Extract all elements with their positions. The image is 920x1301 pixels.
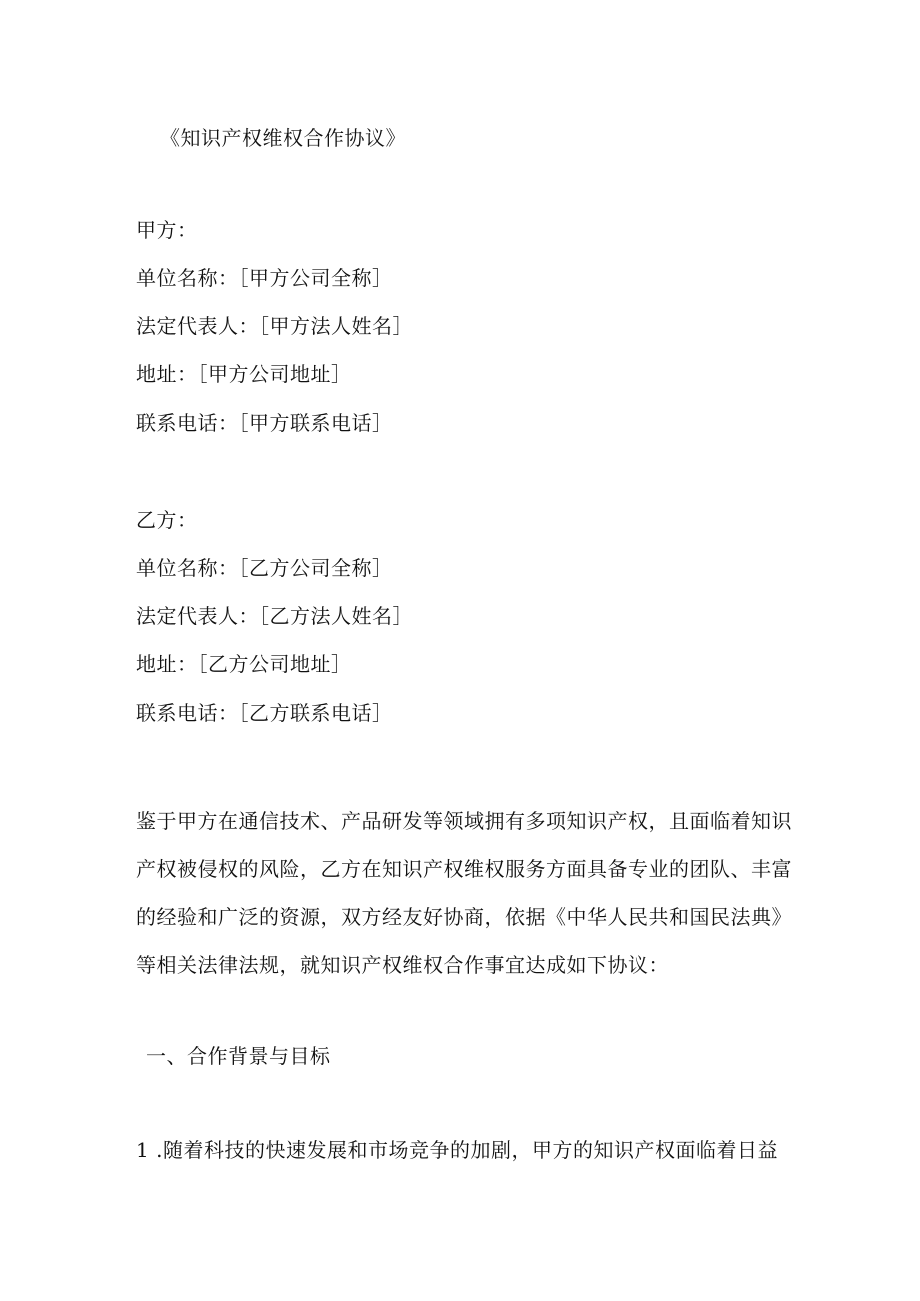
- preamble-line: 的经验和广泛的资源，双方经友好协商，依据《中华人民共和国民法典》: [136, 905, 792, 929]
- preamble-line: 产权被侵权的风险，乙方在知识产权维权服务方面具备专业的团队、丰富: [136, 857, 792, 881]
- party-a-unit-name: 单位名称：［甲方公司全称］: [136, 266, 393, 290]
- preamble-line: 鉴于甲方在通信技术、产品研发等领域拥有多项知识产权，且面临着知识: [136, 809, 792, 833]
- preamble-paragraph: [136, 797, 796, 989]
- party-b-address: 地址：［乙方公司地址］: [136, 652, 352, 676]
- party-b-unit-name: 单位名称：［乙方公司全称］: [136, 556, 393, 580]
- section-heading: 一、合作背景与目标: [146, 1044, 331, 1068]
- party-a-phone: 联系电话：［甲方联系电话］: [136, 411, 393, 435]
- preamble-line: 等相关法律法规，就知识产权维权合作事宜达成如下协议：: [136, 953, 669, 977]
- party-a-address: 地址：［甲方公司地址］: [136, 362, 352, 386]
- party-b-phone: 联系电话：［乙方联系电话］: [136, 701, 393, 725]
- party-a-heading: 甲方：: [136, 218, 198, 242]
- party-a-legal-representative: 法定代表人：［甲方法人姓名］: [136, 314, 413, 338]
- document-title: 《知识产权维权合作协议》: [160, 126, 406, 150]
- party-b-legal-representative: 法定代表人：［乙方法人姓名］: [136, 604, 413, 628]
- clause-item: 1 .随着科技的快速发展和市场竞争的加剧，甲方的知识产权面临着日益: [136, 1138, 778, 1162]
- party-b-heading: 乙方：: [136, 508, 198, 532]
